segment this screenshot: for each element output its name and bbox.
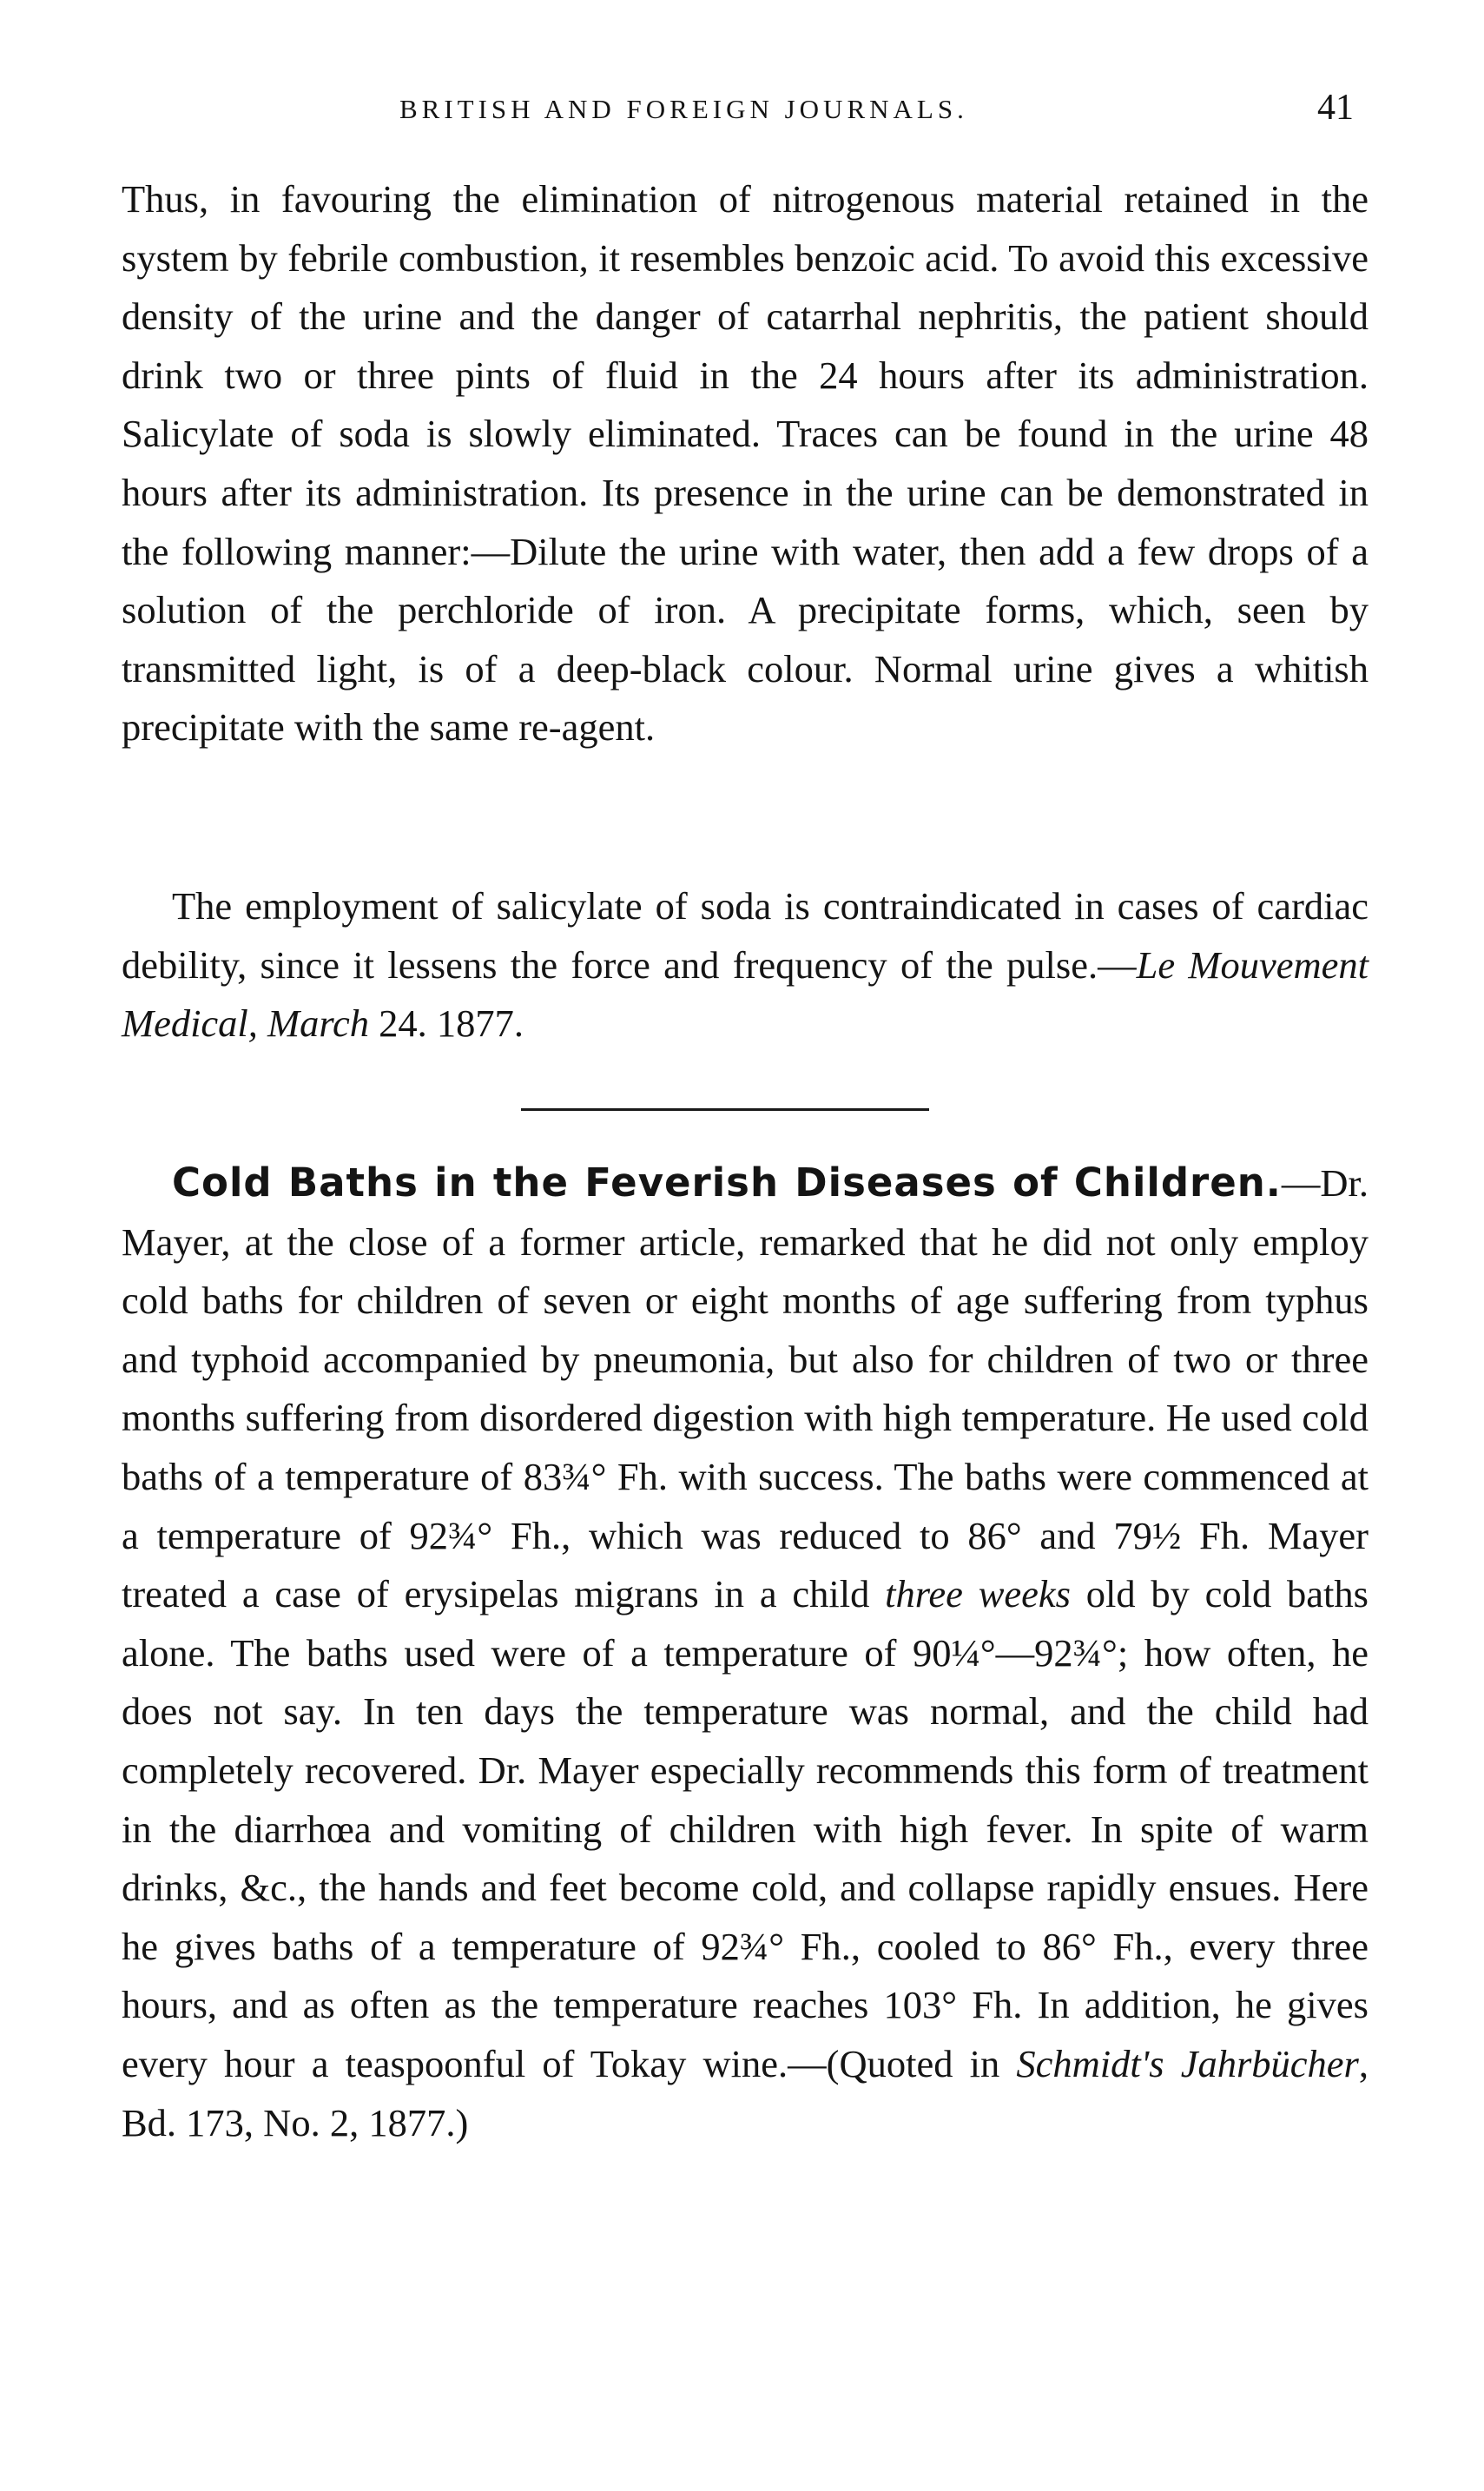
page-number: 41 <box>1317 88 1354 128</box>
running-head: BRITISH AND FOREIGN JOURNALS. <box>399 94 968 124</box>
salicylate-source-date: 24. 1877. <box>369 1001 524 1046</box>
salicylate-source: Le Mouvement Medical, March <box>122 942 1369 1046</box>
salicylate-paragraph-1 <box>122 170 1369 757</box>
cold-baths-source-title: Schmidt's Jahrbücher <box>1016 2041 1359 2085</box>
cold-baths-article <box>122 1153 1369 2152</box>
salicylate-paragraph-2-text: The employment of salicylate of soda is contraindicated in cases of cardiac debility, since it lessens the force and frequency of the pulse.— <box>122 884 1369 987</box>
salicylate-paragraph-2 <box>122 877 1369 1054</box>
cold-baths-text-part-1: —Dr. Mayer, at the close of a former article, remarked that he did not only employ cold baths for children of seven or eight months of age suffering from typhus and typhoid accompanied by pneumonia, but also for children of two or three months suffering from disordered digestion with high temperature. He used cold baths of a temperature of 83¾° Fh. with success. The baths were commenced at a temperature of 92¾° Fh., which was reduced to 86° and 79½ Fh. Mayer treated a case of erysipelas migrans in a child <box>122 1161 1369 1616</box>
cold-baths-source-details: , Bd. 173, No. 2, 1877.) <box>122 2041 1369 2144</box>
section-divider <box>521 1108 929 1111</box>
child-age-emphasis: three weeks <box>885 1572 1071 1616</box>
salicylate-paragraph-1-text: Thus, in favouring the elimination of nitrogenous material retained in the system by febrile combustion, it resembles benzoic acid. To avoid this excessive density of the urine and the danger of catarrhal nephritis, the patient should drink two or three pints of fluid in the 24 hours after its administration. Salicylate of soda is slowly eliminated. Traces can be found in the urine 48 hours after its administration. Its presence in the urine can be demonstrated in the following manner:—Dilute the urine with water, then add a few drops of a solution of the perchloride of iron. A precipitate forms, which, seen by transmitted light, is of a deep-black colour. Normal urine gives a whitish precipitate with the same re-agent. <box>122 177 1369 750</box>
cold-baths-heading: Cold Baths in the Feverish Diseases of Children. <box>172 1160 1282 1206</box>
cold-baths-text-part-2: old by cold baths alone. The baths used were of a temperature of 90¼°—92¾°; how often, he does not say. In ten days the temperature was normal, and the child had completely recovered. Dr. Mayer especially recommends this form of treatment in the diarrhœa and vomiting of children with high fever. In spite of warm drinks, &c., the hands and feet become cold, and collapse rapidly ensues. Here he gives baths of a temperature of 92¾° Fh., cooled to 86° Fh., every three hours, and as often as the temperature reaches 103° Fh. In addition, he gives every hour a teaspoonful of Tokay wine.—(Quoted in <box>122 1572 1369 2085</box>
